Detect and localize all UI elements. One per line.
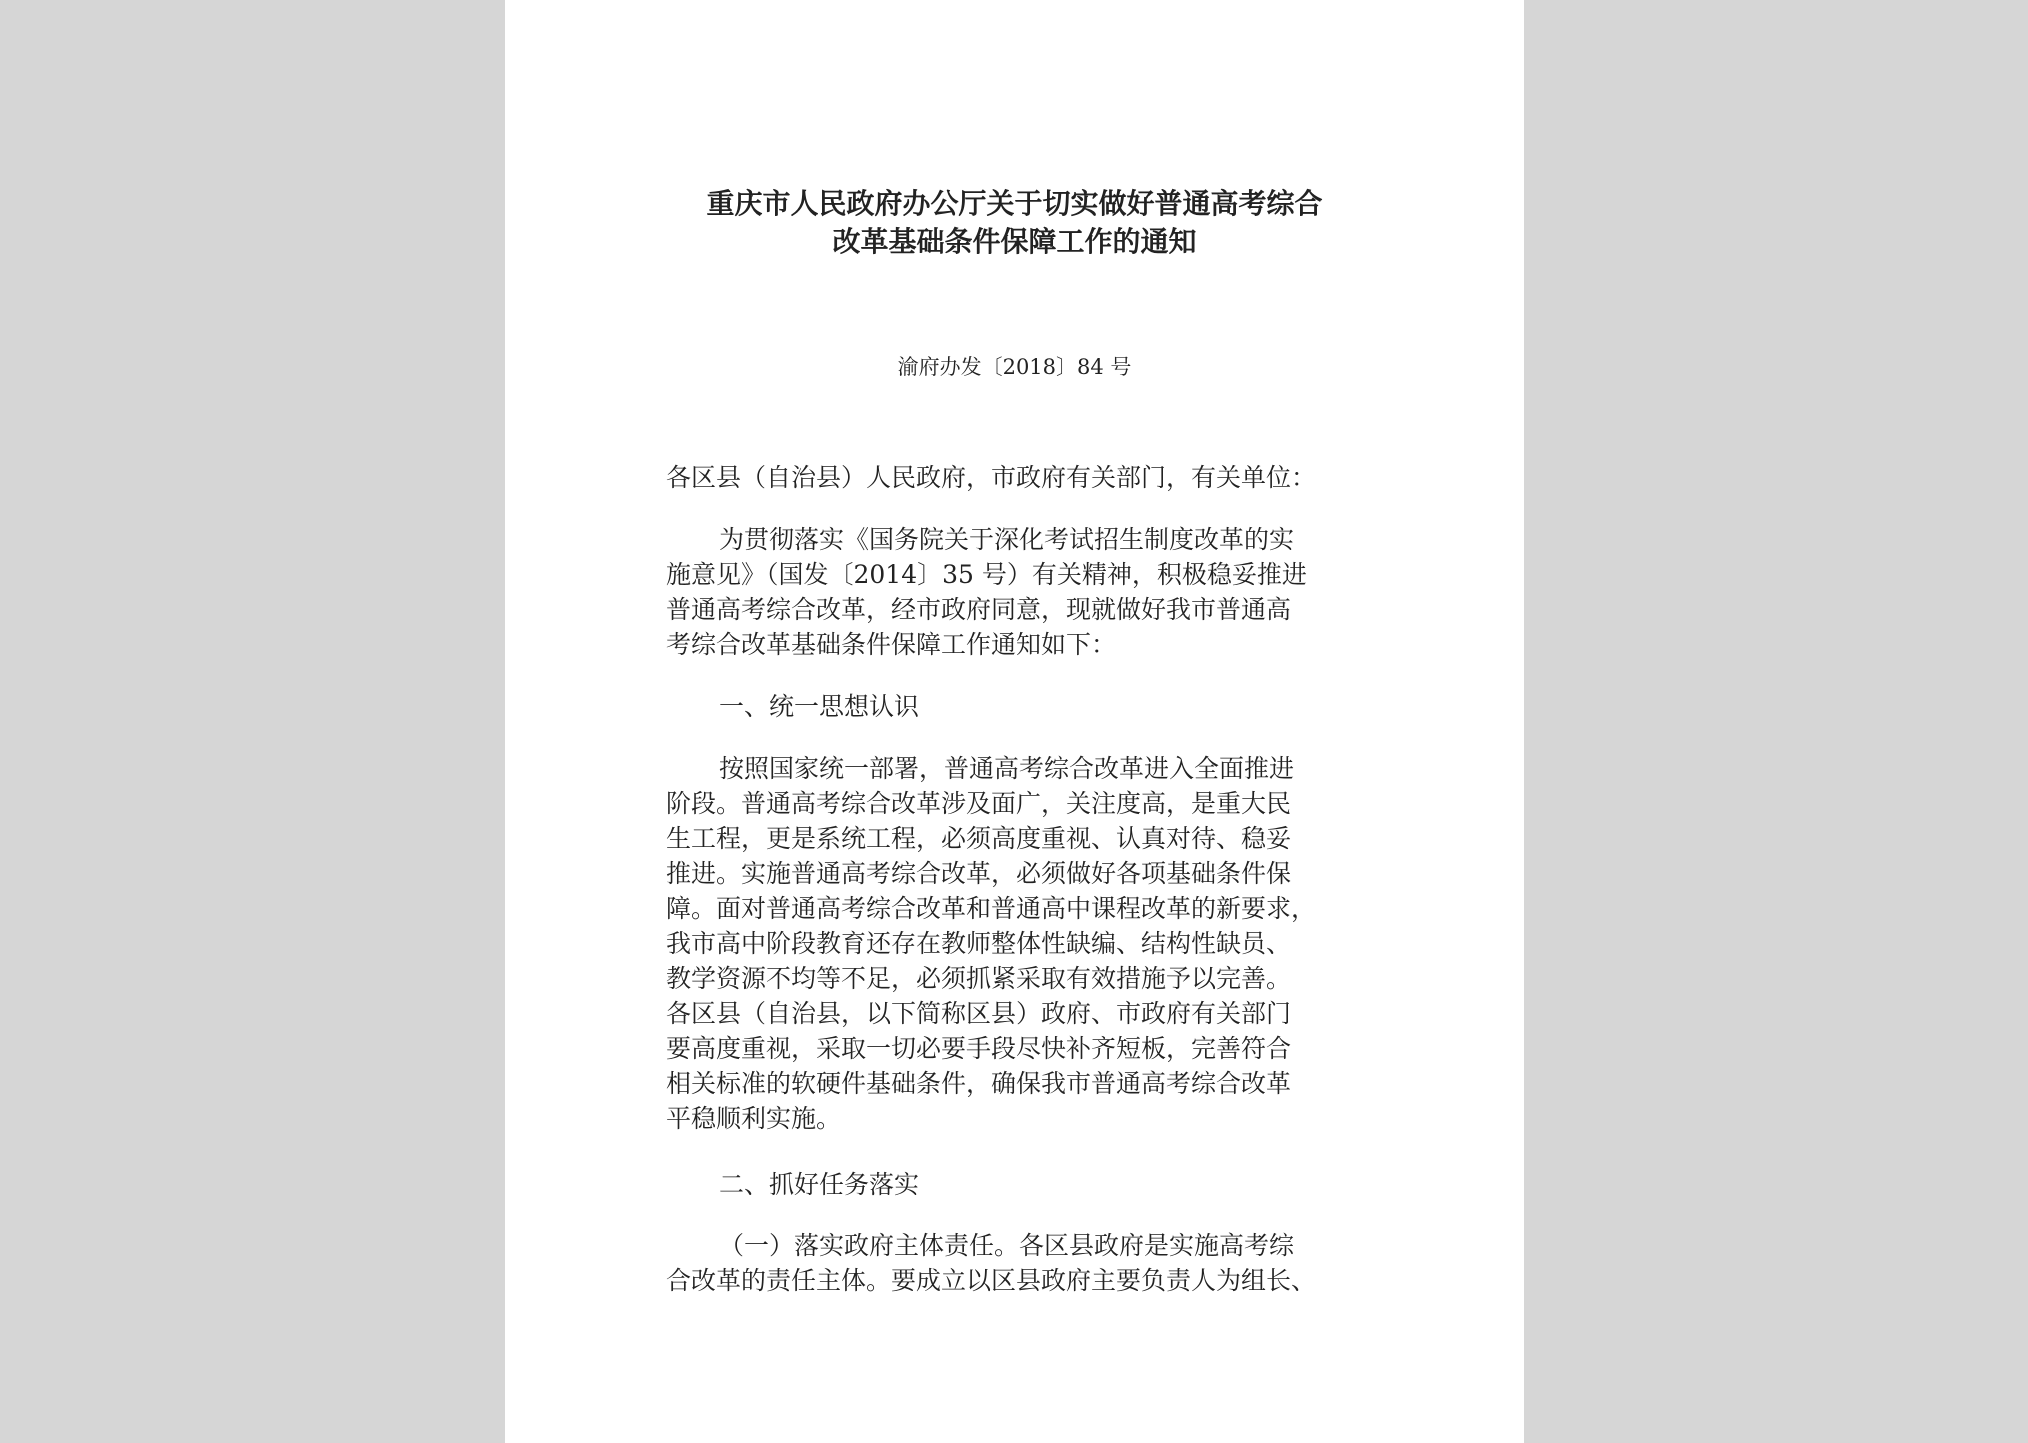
- section-1-line: 我市高中阶段教育还存在教师整体性缺编、结构性缺员、: [666, 929, 1292, 958]
- section-1-line: 按照国家统一部署，普通高考综合改革进入全面推进: [719, 754, 1295, 783]
- section-1-line: 各区县（自治县，以下简称区县）政府、市政府有关部门: [666, 999, 1292, 1028]
- document-title-line-1: 重庆市人民政府办公厅关于切实做好普通高考综合: [706, 187, 1323, 220]
- intro-line: 普通高考综合改革，经市政府同意，现就做好我市普通高: [666, 595, 1292, 624]
- section-1-line: 推进。实施普通高考综合改革，必须做好各项基础条件保: [666, 859, 1292, 888]
- section-1-line: 生工程，更是系统工程，必须高度重视、认真对待、稳妥: [666, 824, 1292, 853]
- section-2-line: （一）落实政府主体责任。各区县政府是实施高考综: [719, 1231, 1295, 1260]
- section-2-line: 合改革的责任主体。要成立以区县政府主要负责人为组长、: [666, 1266, 1317, 1295]
- document-title-line-2: 改革基础条件保障工作的通知: [832, 225, 1197, 258]
- intro-line: 施意见》（国发〔2014〕35 号）有关精神，积极稳妥推进: [666, 560, 1307, 589]
- section-1-line: 教学资源不均等不足，必须抓紧采取有效措施予以完善。: [666, 964, 1292, 993]
- section-1-line: 相关标准的软硬件基础条件，确保我市普通高考综合改革: [666, 1069, 1292, 1098]
- intro-line: 为贯彻落实《国务院关于深化考试招生制度改革的实: [719, 525, 1295, 554]
- section-1-line: 平稳顺利实施。: [666, 1104, 842, 1133]
- section-1-line: 要高度重视，采取一切必要手段尽快补齐短板，完善符合: [666, 1034, 1292, 1063]
- section-2-heading: 二、抓好任务落实: [719, 1170, 920, 1199]
- section-1-line: 障。面对普通高考综合改革和普通高中课程改革的新要求，: [666, 894, 1317, 923]
- addressee: 各区县（自治县）人民政府，市政府有关部门，有关单位：: [666, 463, 1317, 492]
- intro-line: 考综合改革基础条件保障工作通知如下：: [666, 630, 1117, 659]
- document-number: 渝府办发〔2018〕84 号: [897, 355, 1132, 379]
- document-page: [505, 0, 1524, 1443]
- section-1-heading: 一、统一思想认识: [719, 692, 920, 721]
- section-1-line: 阶段。普通高考综合改革涉及面广，关注度高，是重大民: [666, 789, 1292, 818]
